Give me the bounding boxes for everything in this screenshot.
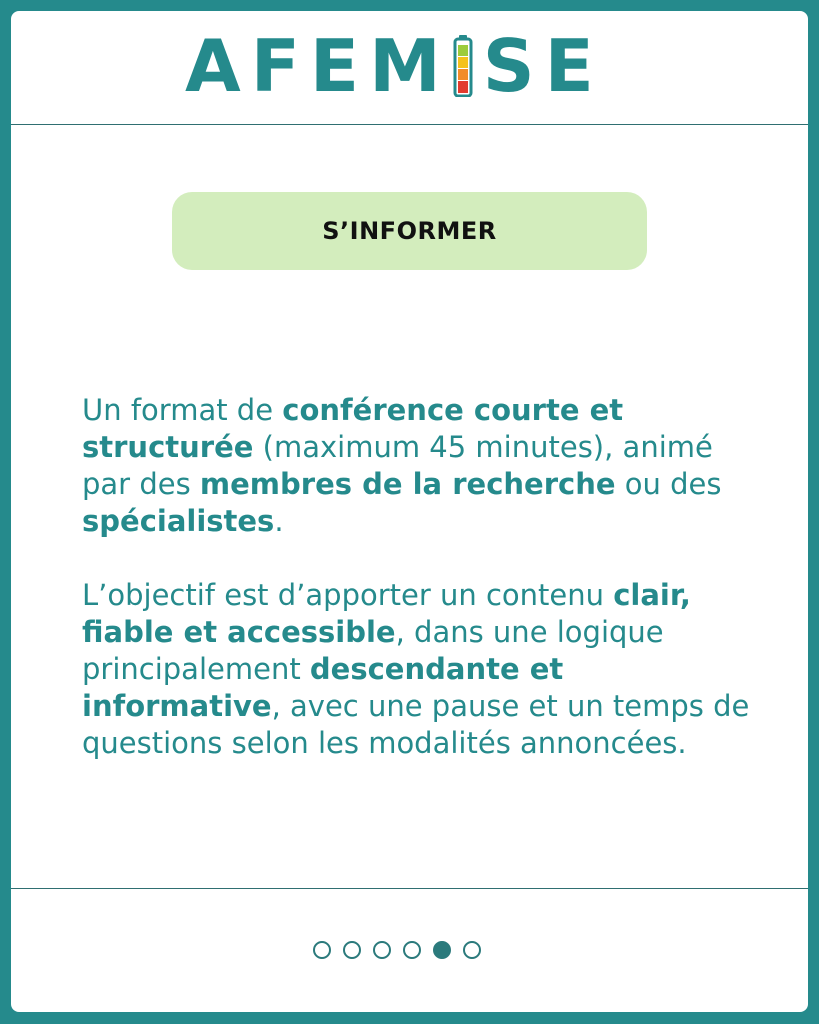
emphasis-text: membres de la recherche xyxy=(199,467,616,501)
body-text: L’objectif est d’apporter un contenu xyxy=(82,578,614,612)
body-text: (maximum 45 minutes), animé par des xyxy=(82,430,713,501)
body-text: , dans une logique principalement xyxy=(82,615,664,686)
description xyxy=(82,392,752,762)
logo-text-end: SE xyxy=(482,24,604,108)
body-text: Un format de xyxy=(82,393,283,427)
emphasis-text: clair, fiable et accessible xyxy=(82,578,691,649)
body-text: , avec une pause et un temps de questions selon les modalités annoncées. xyxy=(82,689,750,760)
pagination-dot-3[interactable] xyxy=(373,941,391,959)
battery-icon xyxy=(453,35,473,97)
section-tag: S’INFORMER xyxy=(172,192,647,270)
body-text: ou des xyxy=(615,467,722,501)
emphasis-text: conférence courte et structurée xyxy=(82,393,624,464)
description-paragraph-1 xyxy=(82,392,752,540)
emphasis-text: spécialistes xyxy=(82,504,275,538)
footer-divider xyxy=(11,888,808,889)
emphasis-text: descendante et informative xyxy=(82,652,564,723)
description-paragraph-2 xyxy=(82,577,752,762)
pagination-dots xyxy=(313,941,481,959)
pagination-dot-6[interactable] xyxy=(463,941,481,959)
logo-text-start: AFEM xyxy=(185,24,451,108)
pagination-dot-4[interactable] xyxy=(403,941,421,959)
pagination-dot-1[interactable] xyxy=(313,941,331,959)
afemise-logo xyxy=(185,24,604,108)
header xyxy=(11,11,808,125)
body-text: . xyxy=(274,504,284,538)
slide-card xyxy=(11,11,808,1012)
pagination-dot-2[interactable] xyxy=(343,941,361,959)
pagination-dot-5[interactable] xyxy=(433,941,451,959)
